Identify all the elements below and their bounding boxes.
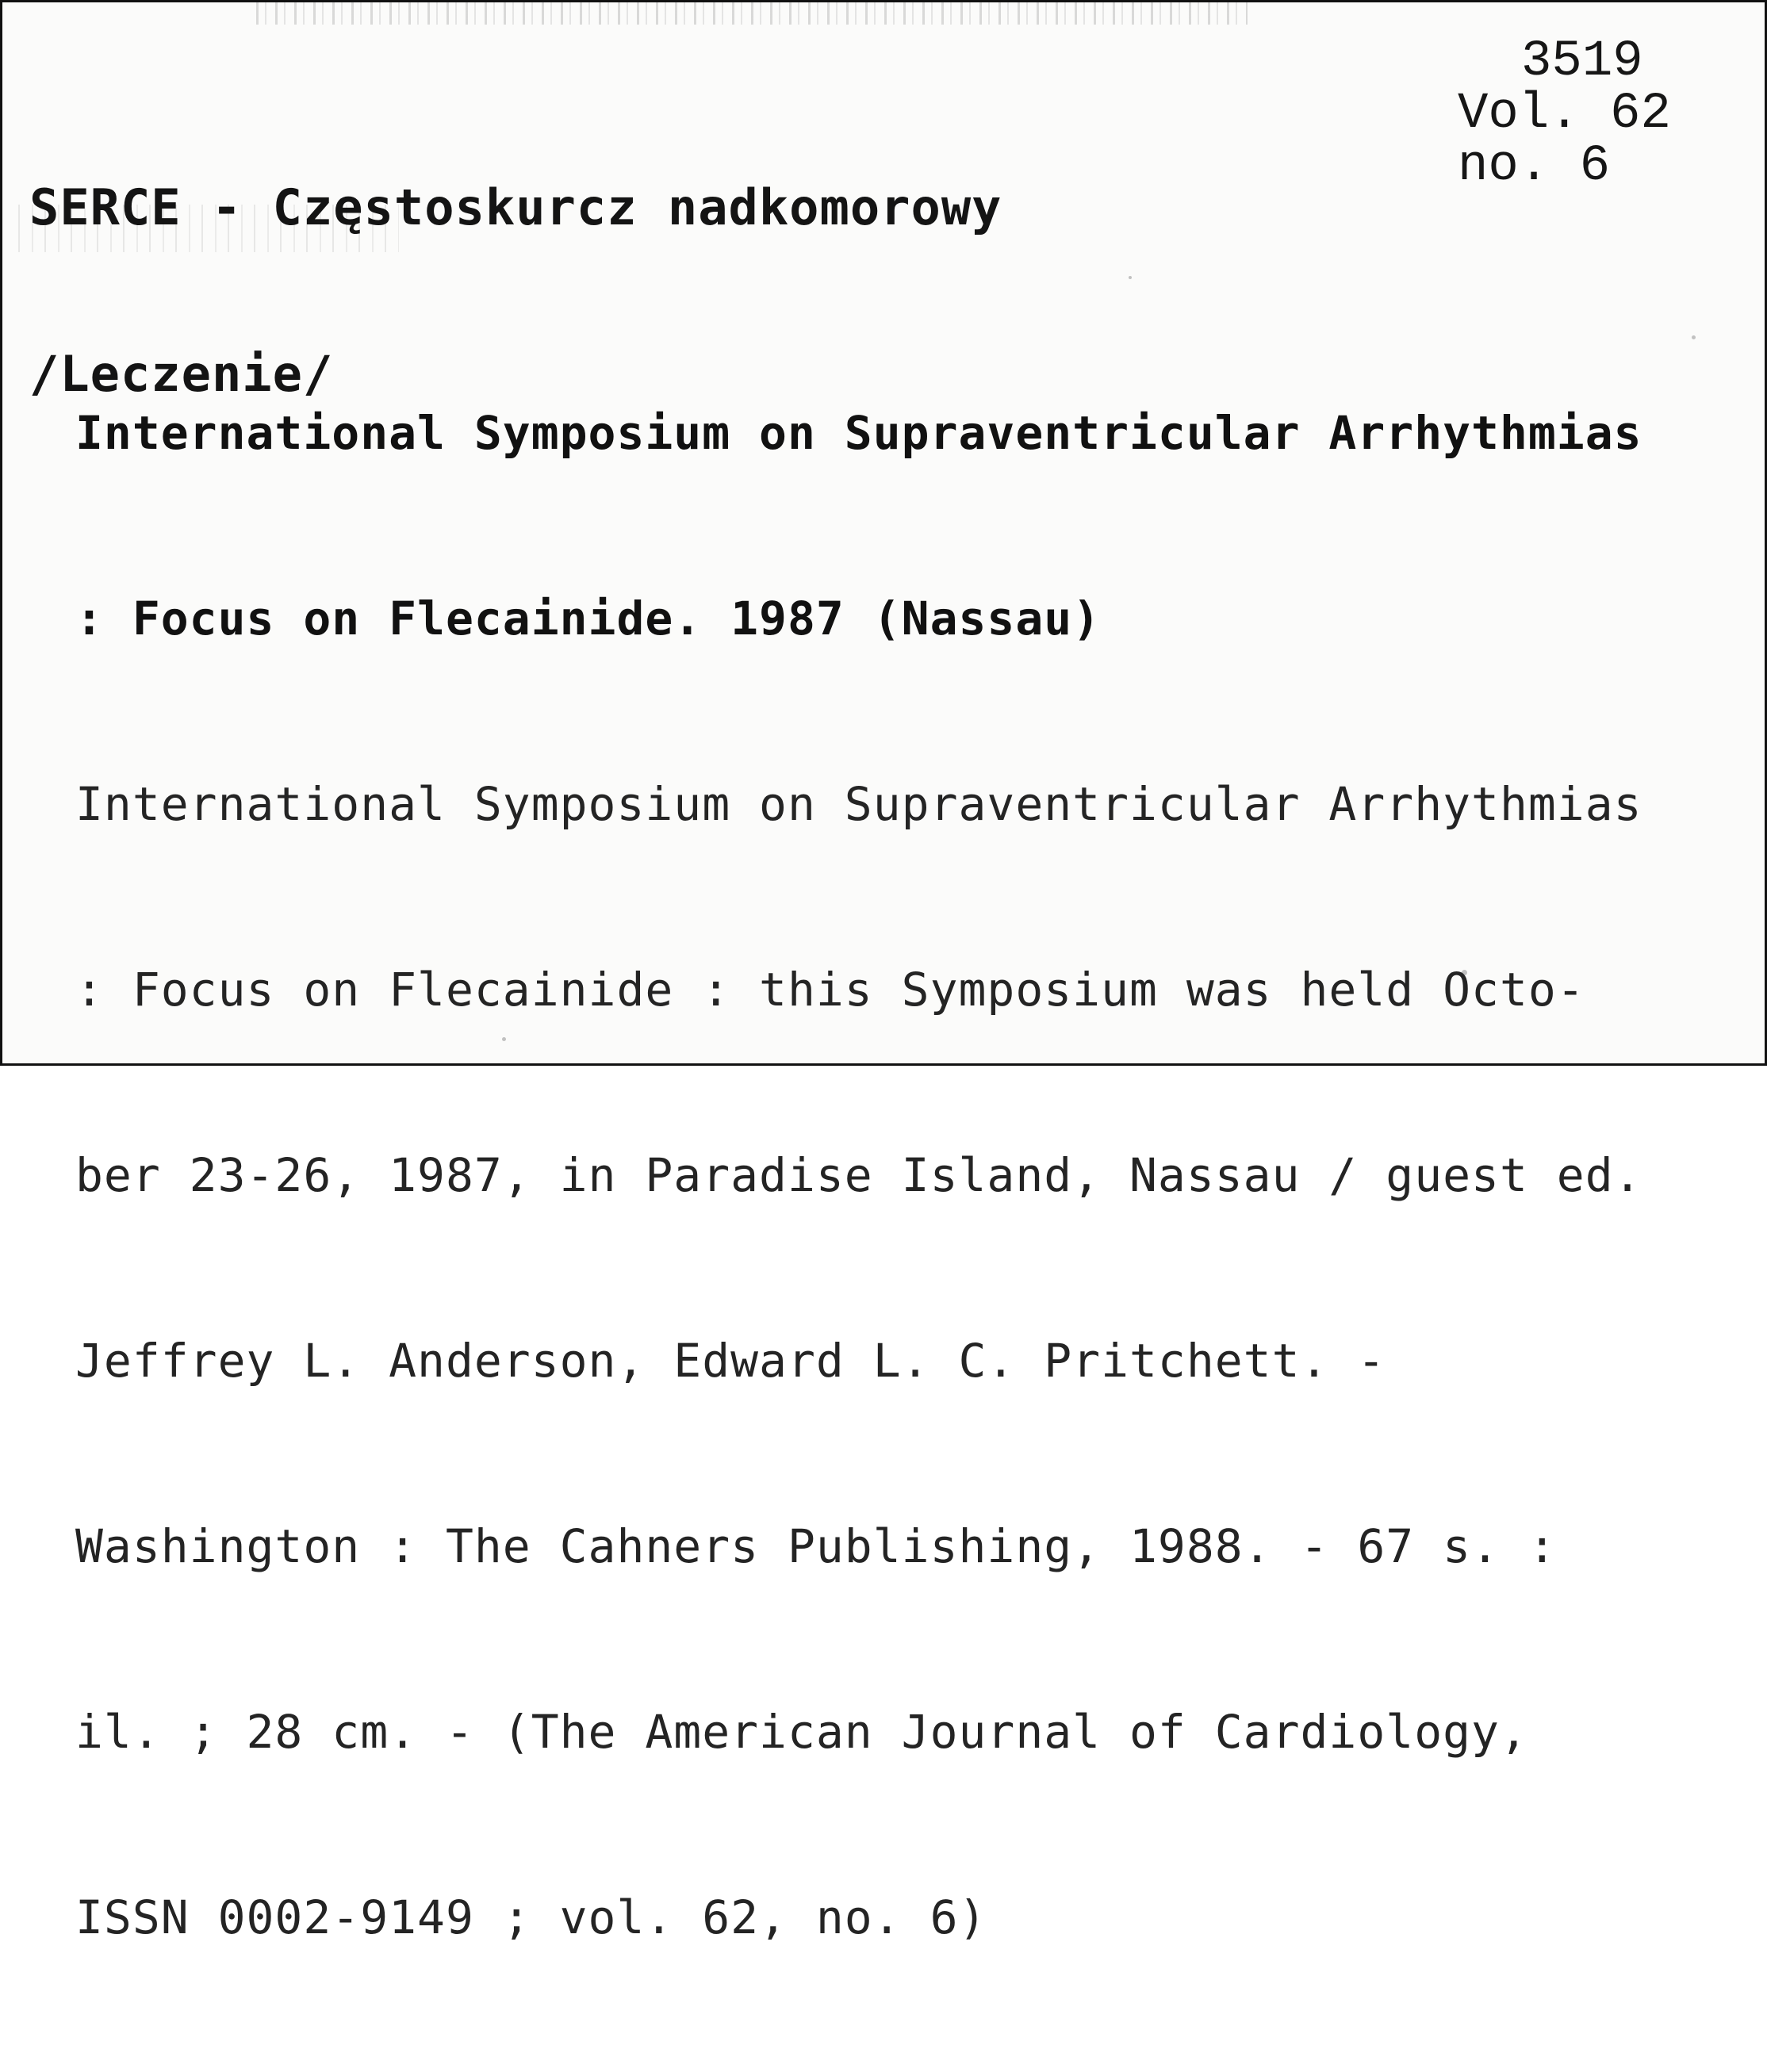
description-line5: Washington : The Cahners Publishing, 1988. - 67 s. : <box>75 1519 1557 1573</box>
volume-label: Vol. 62 <box>1458 86 1671 143</box>
bibliographic-entry <box>75 278 1642 2072</box>
description-line7: ISSN 0002-9149 ; vol. 62, no. 6) <box>75 1890 987 1944</box>
speckle <box>1692 335 1696 339</box>
subject-heading-line1: SERCE - Częstoskurcz nadkomorowy <box>29 178 1002 236</box>
description-line6: il. ; 28 cm. - (The American Journal of Cardiology, <box>75 1705 1528 1759</box>
issue-label: no. 6 <box>1458 138 1611 195</box>
description-line2: : Focus on Flecainide : this Symposium was held Octo- <box>75 963 1585 1017</box>
call-number-value: 3519 <box>1521 33 1643 90</box>
main-entry-line1: International Symposium on Supraventricular Arrhythmias <box>75 406 1642 460</box>
description-line3: ber 23-26, 1987, in Paradise Island, Nassau / guest ed. <box>75 1148 1642 1202</box>
call-number <box>1458 33 1671 195</box>
subject-heading-line2: /Leczenie/ <box>29 345 334 403</box>
description-line4: Jeffrey L. Anderson, Edward L. C. Pritchett. - <box>75 1334 1386 1388</box>
description-line1: International Symposium on Supraventricular Arrhythmias <box>75 777 1642 831</box>
main-entry-line2: : Focus on Flecainide. 1987 (Nassau) <box>75 592 1102 645</box>
print-noise-top <box>256 2 1248 25</box>
